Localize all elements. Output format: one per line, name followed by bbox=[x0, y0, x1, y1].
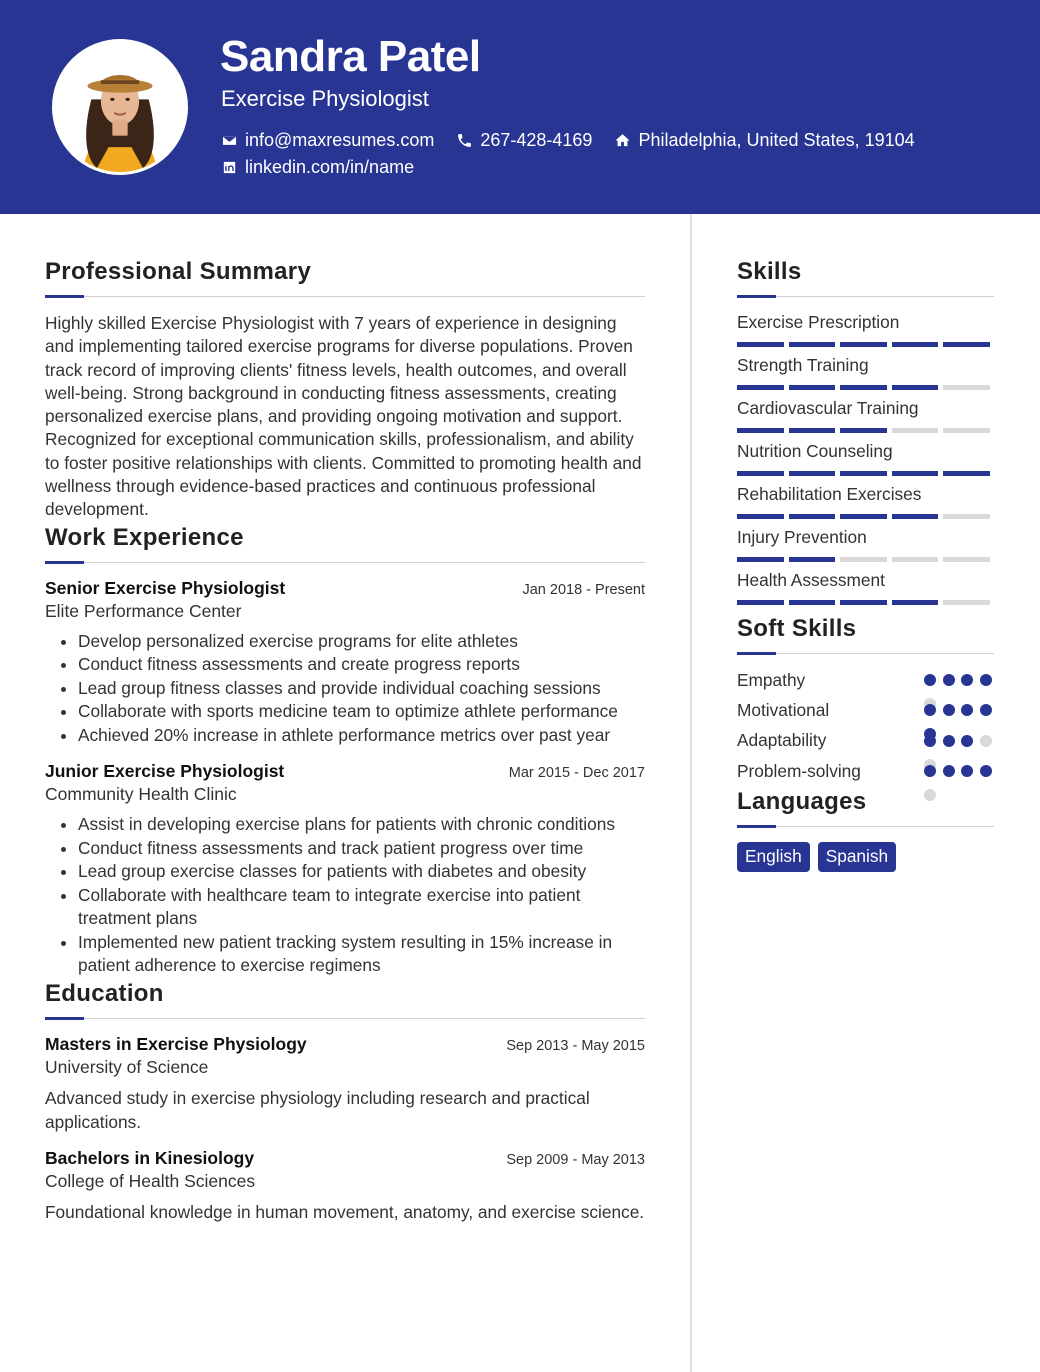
education-section bbox=[45, 980, 645, 1224]
section-rule bbox=[45, 1017, 645, 1020]
experience-section bbox=[45, 524, 645, 978]
job-entry bbox=[45, 578, 645, 748]
skill-level-segment bbox=[737, 385, 784, 390]
rating-dot bbox=[924, 765, 936, 777]
section-heading: Skills bbox=[737, 258, 802, 285]
skill-level-segment bbox=[737, 342, 784, 347]
summary-text: Highly skilled Exercise Physiologist with 7 years of experience in designing and implementing tailored exercise programs for diverse populations. Proven track record of improving clients' fitness levels, health outcomes, and overall well-being. Strong background in conducting fitness assessments, creating personalized exercise plans, and providing ongoing motivation and support. Recognized for exceptional communication skills, professionalism, and ability to foster positive relationships with clients. Committed to promoting health and wellness through evidence-based practices and continuous professional development. bbox=[45, 313, 642, 520]
bullet-item: • Lead group exercise classes for patients with diabetes and obesity bbox=[78, 860, 645, 884]
rating-dot bbox=[924, 674, 936, 686]
language-tag: Spanish bbox=[818, 842, 896, 872]
skill-level-bar bbox=[737, 428, 994, 433]
bullet-item: • Assist in developing exercise plans for patients with chronic conditions bbox=[78, 813, 645, 837]
skill-level-bar bbox=[737, 557, 994, 562]
job-organization: Elite Performance Center bbox=[45, 600, 242, 621]
soft-skills-list bbox=[737, 665, 994, 786]
job-entry bbox=[45, 761, 645, 978]
skill-level-segment bbox=[737, 428, 784, 433]
job-date: Jan 2018 - Present bbox=[522, 581, 645, 598]
bullet-item: • Conduct fitness assessments and create progress reports bbox=[78, 653, 645, 677]
soft-skill-rating bbox=[924, 756, 994, 786]
soft-skill-name: Empathy bbox=[737, 669, 806, 690]
section-rule bbox=[737, 295, 994, 298]
bullet-item: • Collaborate with sports medicine team to optimize athlete performance bbox=[78, 700, 645, 724]
section-heading: Education bbox=[45, 979, 164, 1007]
rating-dot bbox=[961, 674, 973, 686]
skill-item bbox=[737, 484, 994, 527]
skill-item bbox=[737, 527, 994, 570]
skill-level-bar bbox=[737, 514, 994, 519]
skill-level-segment bbox=[943, 557, 990, 562]
skill-level-segment bbox=[840, 514, 887, 519]
rating-dot bbox=[943, 735, 955, 747]
contact-location bbox=[614, 130, 914, 151]
skill-level-segment bbox=[789, 557, 836, 562]
skill-level-segment bbox=[943, 428, 990, 433]
section-heading: Professional Summary bbox=[45, 258, 312, 285]
contact-row bbox=[221, 130, 937, 151]
linkedin-text: linkedin.com/in/name bbox=[245, 157, 415, 177]
soft-skill-rating bbox=[924, 665, 994, 695]
bullet-item: • Conduct fitness assessments and track patient progress over time bbox=[78, 837, 645, 861]
rating-dot bbox=[980, 765, 992, 777]
rating-dot bbox=[961, 704, 973, 716]
candidate-title: Exercise Physiologist bbox=[221, 86, 429, 111]
skill-level-segment bbox=[840, 342, 887, 347]
section-rule bbox=[45, 561, 645, 564]
skill-level-segment bbox=[789, 471, 836, 476]
education-date: Sep 2009 - May 2013 bbox=[506, 1151, 645, 1168]
section-heading: Soft Skills bbox=[737, 615, 857, 642]
resume-header bbox=[0, 0, 1040, 214]
contact-linkedin[interactable] bbox=[221, 157, 414, 178]
rating-dot bbox=[980, 735, 992, 747]
rating-dot bbox=[980, 674, 992, 686]
rating-dot bbox=[961, 735, 973, 747]
skill-level-bar bbox=[737, 342, 994, 347]
section-rule bbox=[737, 825, 994, 828]
skill-level-segment bbox=[943, 385, 990, 390]
section-heading: Work Experience bbox=[45, 523, 244, 551]
column-divider bbox=[690, 214, 692, 1372]
rating-dot bbox=[943, 674, 955, 686]
profile-photo bbox=[52, 39, 188, 175]
education-date: Sep 2013 - May 2015 bbox=[506, 1037, 645, 1054]
skill-level-segment bbox=[737, 557, 784, 562]
section-heading: Languages bbox=[737, 788, 867, 816]
education-description: Foundational knowledge in human movement, anatomy, and exercise science. bbox=[45, 1201, 645, 1222]
skill-level-segment bbox=[892, 428, 939, 433]
contact-phone[interactable] bbox=[456, 130, 592, 151]
email-text: info@maxresumes.com bbox=[245, 130, 435, 150]
soft-skill-item bbox=[737, 695, 994, 725]
skill-level-segment bbox=[892, 557, 939, 562]
skill-name: Rehabilitation Exercises bbox=[737, 484, 922, 504]
contact-row-2 bbox=[221, 157, 436, 178]
skill-item bbox=[737, 398, 994, 441]
skill-item bbox=[737, 441, 994, 484]
education-entry bbox=[45, 1034, 645, 1134]
bullet-item: • Develop personalized exercise programs for elite athletes bbox=[78, 630, 645, 654]
skill-level-segment bbox=[737, 471, 784, 476]
languages-section bbox=[737, 788, 994, 872]
skill-level-bar bbox=[737, 385, 994, 390]
soft-skill-item bbox=[737, 665, 994, 695]
skill-level-segment bbox=[789, 342, 836, 347]
soft-skill-name: Adaptability bbox=[737, 730, 827, 751]
skill-level-segment bbox=[943, 600, 990, 605]
skill-level-segment bbox=[840, 471, 887, 476]
education-entry bbox=[45, 1148, 645, 1224]
job-date: Mar 2015 - Dec 2017 bbox=[508, 765, 645, 782]
languages-list bbox=[737, 842, 994, 872]
skill-level-segment bbox=[789, 428, 836, 433]
skill-level-segment bbox=[892, 600, 939, 605]
phone-text: 267-428-4169 bbox=[480, 130, 593, 150]
location-text: Philadelphia, United States, 19104 bbox=[638, 130, 915, 150]
soft-skill-rating bbox=[924, 726, 994, 756]
job-title: Junior Exercise Physiologist bbox=[45, 761, 285, 782]
education-description: Advanced study in exercise physiology including research and practical applications. bbox=[45, 1087, 590, 1132]
skill-level-segment bbox=[840, 600, 887, 605]
language-tag: English bbox=[737, 842, 810, 872]
soft-skill-name: Problem-solving bbox=[737, 760, 861, 781]
rating-dot bbox=[924, 789, 936, 801]
section-rule bbox=[45, 295, 645, 298]
rating-dot bbox=[961, 765, 973, 777]
soft-skills-section bbox=[737, 615, 994, 786]
degree-title: Masters in Exercise Physiology bbox=[45, 1033, 307, 1054]
skill-level-segment bbox=[840, 428, 887, 433]
skill-name: Injury Prevention bbox=[737, 527, 867, 547]
skill-item bbox=[737, 570, 994, 613]
skill-item bbox=[737, 312, 994, 355]
job-organization: Community Health Clinic bbox=[45, 784, 237, 805]
summary-section bbox=[45, 258, 645, 522]
rating-dot bbox=[943, 704, 955, 716]
linkedin-icon bbox=[221, 159, 238, 176]
degree-title: Bachelors in Kinesiology bbox=[45, 1147, 255, 1168]
soft-skill-name: Motivational bbox=[737, 699, 830, 720]
skills-list bbox=[737, 312, 994, 613]
candidate-name: Sandra Patel bbox=[220, 32, 481, 81]
skill-level-segment bbox=[892, 514, 939, 519]
sidebar-column bbox=[737, 258, 994, 872]
envelope-icon bbox=[221, 132, 238, 149]
skill-level-segment bbox=[789, 385, 836, 390]
skill-level-segment bbox=[943, 471, 990, 476]
rating-dot bbox=[943, 765, 955, 777]
skill-level-segment bbox=[840, 385, 887, 390]
soft-skill-item bbox=[737, 756, 994, 786]
skill-name: Health Assessment bbox=[737, 570, 885, 590]
skill-name: Nutrition Counseling bbox=[737, 441, 893, 461]
skill-level-segment bbox=[737, 514, 784, 519]
school-name: University of Science bbox=[45, 1056, 209, 1077]
soft-skill-item bbox=[737, 726, 994, 756]
job-title: Senior Exercise Physiologist bbox=[45, 577, 286, 598]
skill-level-segment bbox=[892, 385, 939, 390]
home-icon bbox=[614, 132, 631, 149]
section-rule bbox=[737, 652, 994, 655]
bullet-item: • Lead group fitness classes and provide individual coaching sessions bbox=[78, 677, 645, 701]
rating-dot bbox=[924, 704, 936, 716]
skill-name: Strength Training bbox=[737, 355, 869, 375]
skill-level-bar bbox=[737, 600, 994, 605]
skill-item bbox=[737, 355, 994, 398]
skill-level-segment bbox=[943, 514, 990, 519]
skill-level-segment bbox=[892, 471, 939, 476]
skill-level-segment bbox=[789, 514, 836, 519]
skill-level-segment bbox=[943, 342, 990, 347]
profile-photo-illustration bbox=[55, 42, 185, 172]
skill-level-segment bbox=[892, 342, 939, 347]
job-bullets bbox=[45, 630, 645, 748]
bullet-item: • Collaborate with healthcare team to integrate exercise into patient treatment plans bbox=[78, 884, 645, 931]
soft-skill-rating bbox=[924, 695, 994, 725]
skill-level-segment bbox=[789, 600, 836, 605]
bullet-item: • Implemented new patient tracking system resulting in 15% increase in patient adherence to exercise regimens bbox=[78, 931, 645, 978]
job-bullets bbox=[45, 813, 645, 978]
skill-name: Cardiovascular Training bbox=[737, 398, 919, 418]
skills-section bbox=[737, 258, 994, 613]
school-name: College of Health Sciences bbox=[45, 1170, 256, 1191]
skill-level-segment bbox=[737, 600, 784, 605]
skill-name: Exercise Prescription bbox=[737, 312, 900, 332]
contact-email[interactable] bbox=[221, 130, 434, 151]
phone-icon bbox=[456, 132, 473, 149]
rating-dot bbox=[980, 704, 992, 716]
rating-dot bbox=[924, 735, 936, 747]
skill-level-bar bbox=[737, 471, 994, 476]
main-column bbox=[45, 258, 645, 1238]
bullet-item: • Achieved 20% increase in athlete performance metrics over past year bbox=[78, 724, 645, 748]
skill-level-segment bbox=[840, 557, 887, 562]
